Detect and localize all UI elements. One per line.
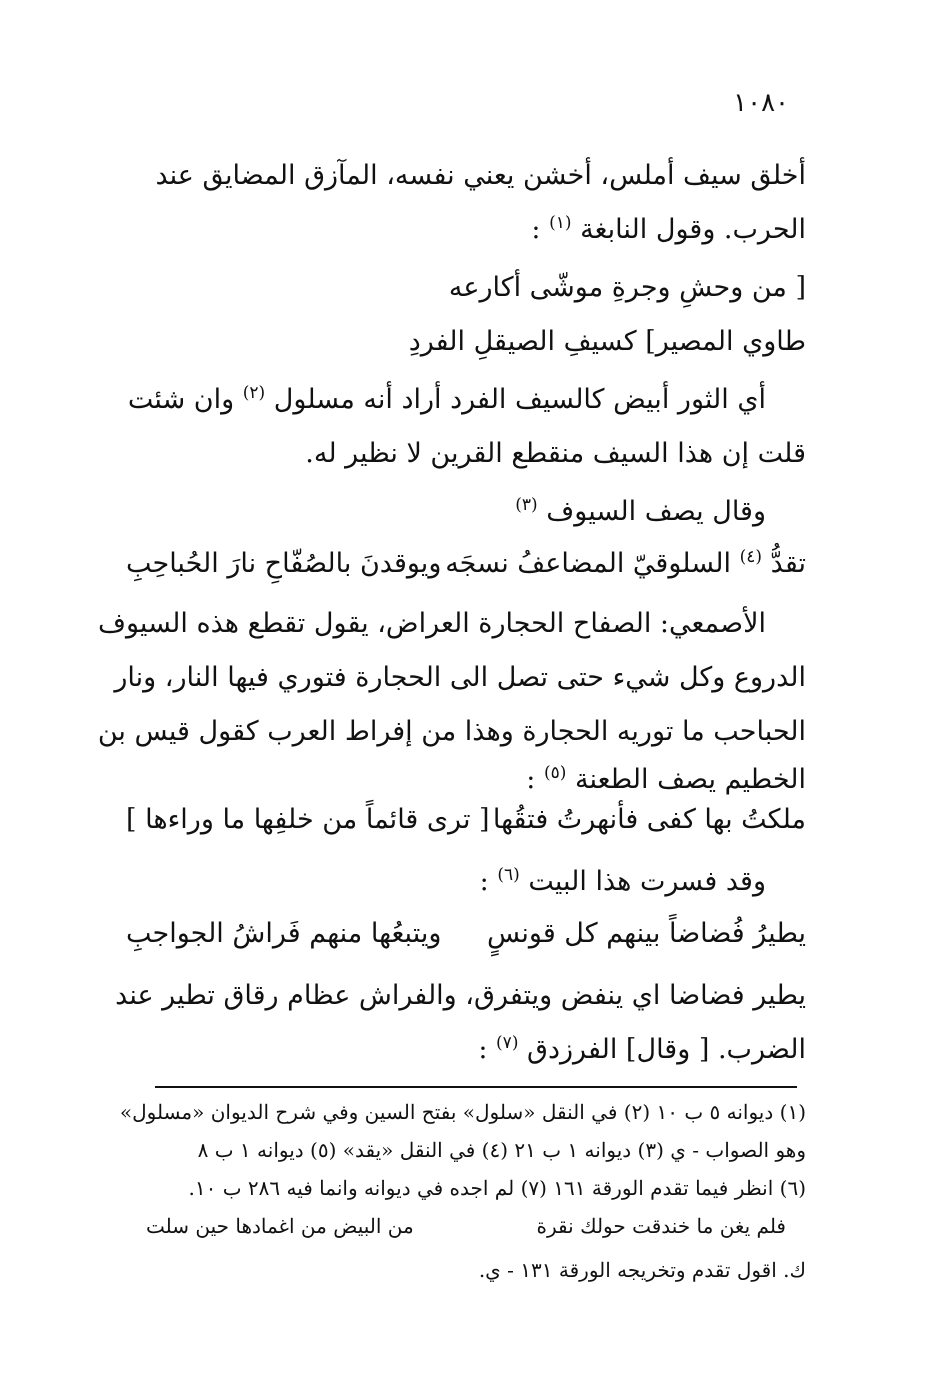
text-span: وان شئت [127, 384, 235, 415]
footnote-ref: (٦) [497, 865, 520, 885]
footnote-line: (٦) انظر فيما تقدم الورقة ١٦١ (٧) لم اجده في ديوانه وانما فيه ٢٨٦ ب ١٠. [188, 1176, 806, 1200]
footnote-line: (١) ديوانه ٥ ب ١٠ (٢) في النقل «سلول» بفتح السين وفي شرح الديوان «مسلول» [119, 1100, 806, 1124]
verse-hemistich-right: يطيرُ فُضاضاً بينهم كل قونسٍ [486, 918, 806, 949]
paragraph-line [126, 866, 806, 897]
paragraph-line: الأصمعي: الصفاح الحجارة العراض، يقول تقطع هذه السيوف [98, 608, 766, 639]
verse-line [126, 918, 806, 949]
verse-hemistich-left: ويوقدنَ بالصُفّاحِ نارَ الحُباحِبِ [126, 548, 442, 579]
verse-hemistich-left: من البيض من اغمادها حين سلت [146, 1214, 414, 1238]
verse-hemistich-right [445, 548, 806, 579]
verse-line [126, 548, 806, 579]
paragraph-line: الدروع وكل شيء حتى تصل الى الحجارة فتوري فيها النار، ونار [114, 662, 806, 693]
paragraph-line: الحباحب ما توريه الحجارة وهذا من إفراط العرب كقول قيس بن [97, 716, 806, 747]
text-span: الضرب. [ وقال] الفرزدق [527, 1034, 806, 1065]
text-span: الخطيم يصف الطعنة [575, 764, 806, 795]
verse-line [126, 804, 806, 835]
text-span: أي الثور أبيض كالسيف الفرد أراد أنه مسلول [273, 384, 766, 415]
footnote-ref: (٧) [496, 1033, 519, 1053]
text-span: وقد فسرت هذا البيت [528, 866, 766, 897]
footnote-line: وهو الصواب - ي (٣) ديوانه ١ ب ٢١ (٤) في النقل «يقد» (٥) ديوانه ١ ب ٨ [197, 1138, 806, 1162]
verse-hemistich-right: فلم يغن ما خندقت حولك نقرة [536, 1214, 786, 1238]
footnote-ref: (٢) [242, 383, 266, 403]
paragraph-line [126, 764, 806, 795]
paragraph-line [126, 384, 806, 415]
paragraph-line: يطير فضاضا اي ينفض ويتفرق، والفراش عظام رقاق تطير عند [115, 980, 806, 1011]
text-span: الحرب. وقول النابغة [580, 214, 806, 245]
verse-hemistich-left: ويتبعُها منهم فَراشُ الجواجبِ [126, 918, 442, 949]
text-span: تقدُّ [770, 548, 806, 579]
footnote-divider [155, 1086, 797, 1088]
footnote-ref: (٤) [739, 547, 763, 567]
verse-hemistich-right: ملكتُ بها كفى فأنهرتُ فتقُها [492, 804, 806, 835]
verse-line: طاوي المصير] كسيفِ الصيقلِ الفردِ [408, 326, 806, 357]
paragraph-line [126, 1034, 806, 1065]
footnote-ref: (٣) [515, 495, 538, 515]
verse-line: [ من وحشِ وجرةِ موشّى أكارعه [448, 272, 806, 303]
page-number: ١٠٨٠ [733, 88, 789, 118]
footnote-ref: (١) [549, 213, 572, 233]
text-span: : [478, 1034, 488, 1065]
text-span: : [479, 866, 489, 897]
text-span: : [531, 214, 541, 245]
footnote-ref: (٥) [543, 763, 567, 783]
paragraph-line: قلت إن هذا السيف منقطع القرين لا نظير له. [305, 438, 806, 469]
paragraph-line: أخلق سيف أملس، أخشن يعني نفسه، المآزق المضايق عند [155, 160, 806, 191]
text-span: : [526, 764, 536, 795]
paragraph-line [126, 214, 806, 245]
footnote-verse [146, 1214, 786, 1238]
paragraph-line [126, 496, 806, 527]
text-span: وقال يصف السيوف [546, 496, 766, 527]
footnote-line: ك. اقول تقدم وتخريجه الورقة ١٣١ - ي. [478, 1258, 806, 1282]
verse-hemistich-left: [ ترى قائماً من خلفِها ما وراءها ] [126, 804, 490, 835]
text-span: السلوقيّ المضاعفُ نسجَه [445, 548, 732, 579]
